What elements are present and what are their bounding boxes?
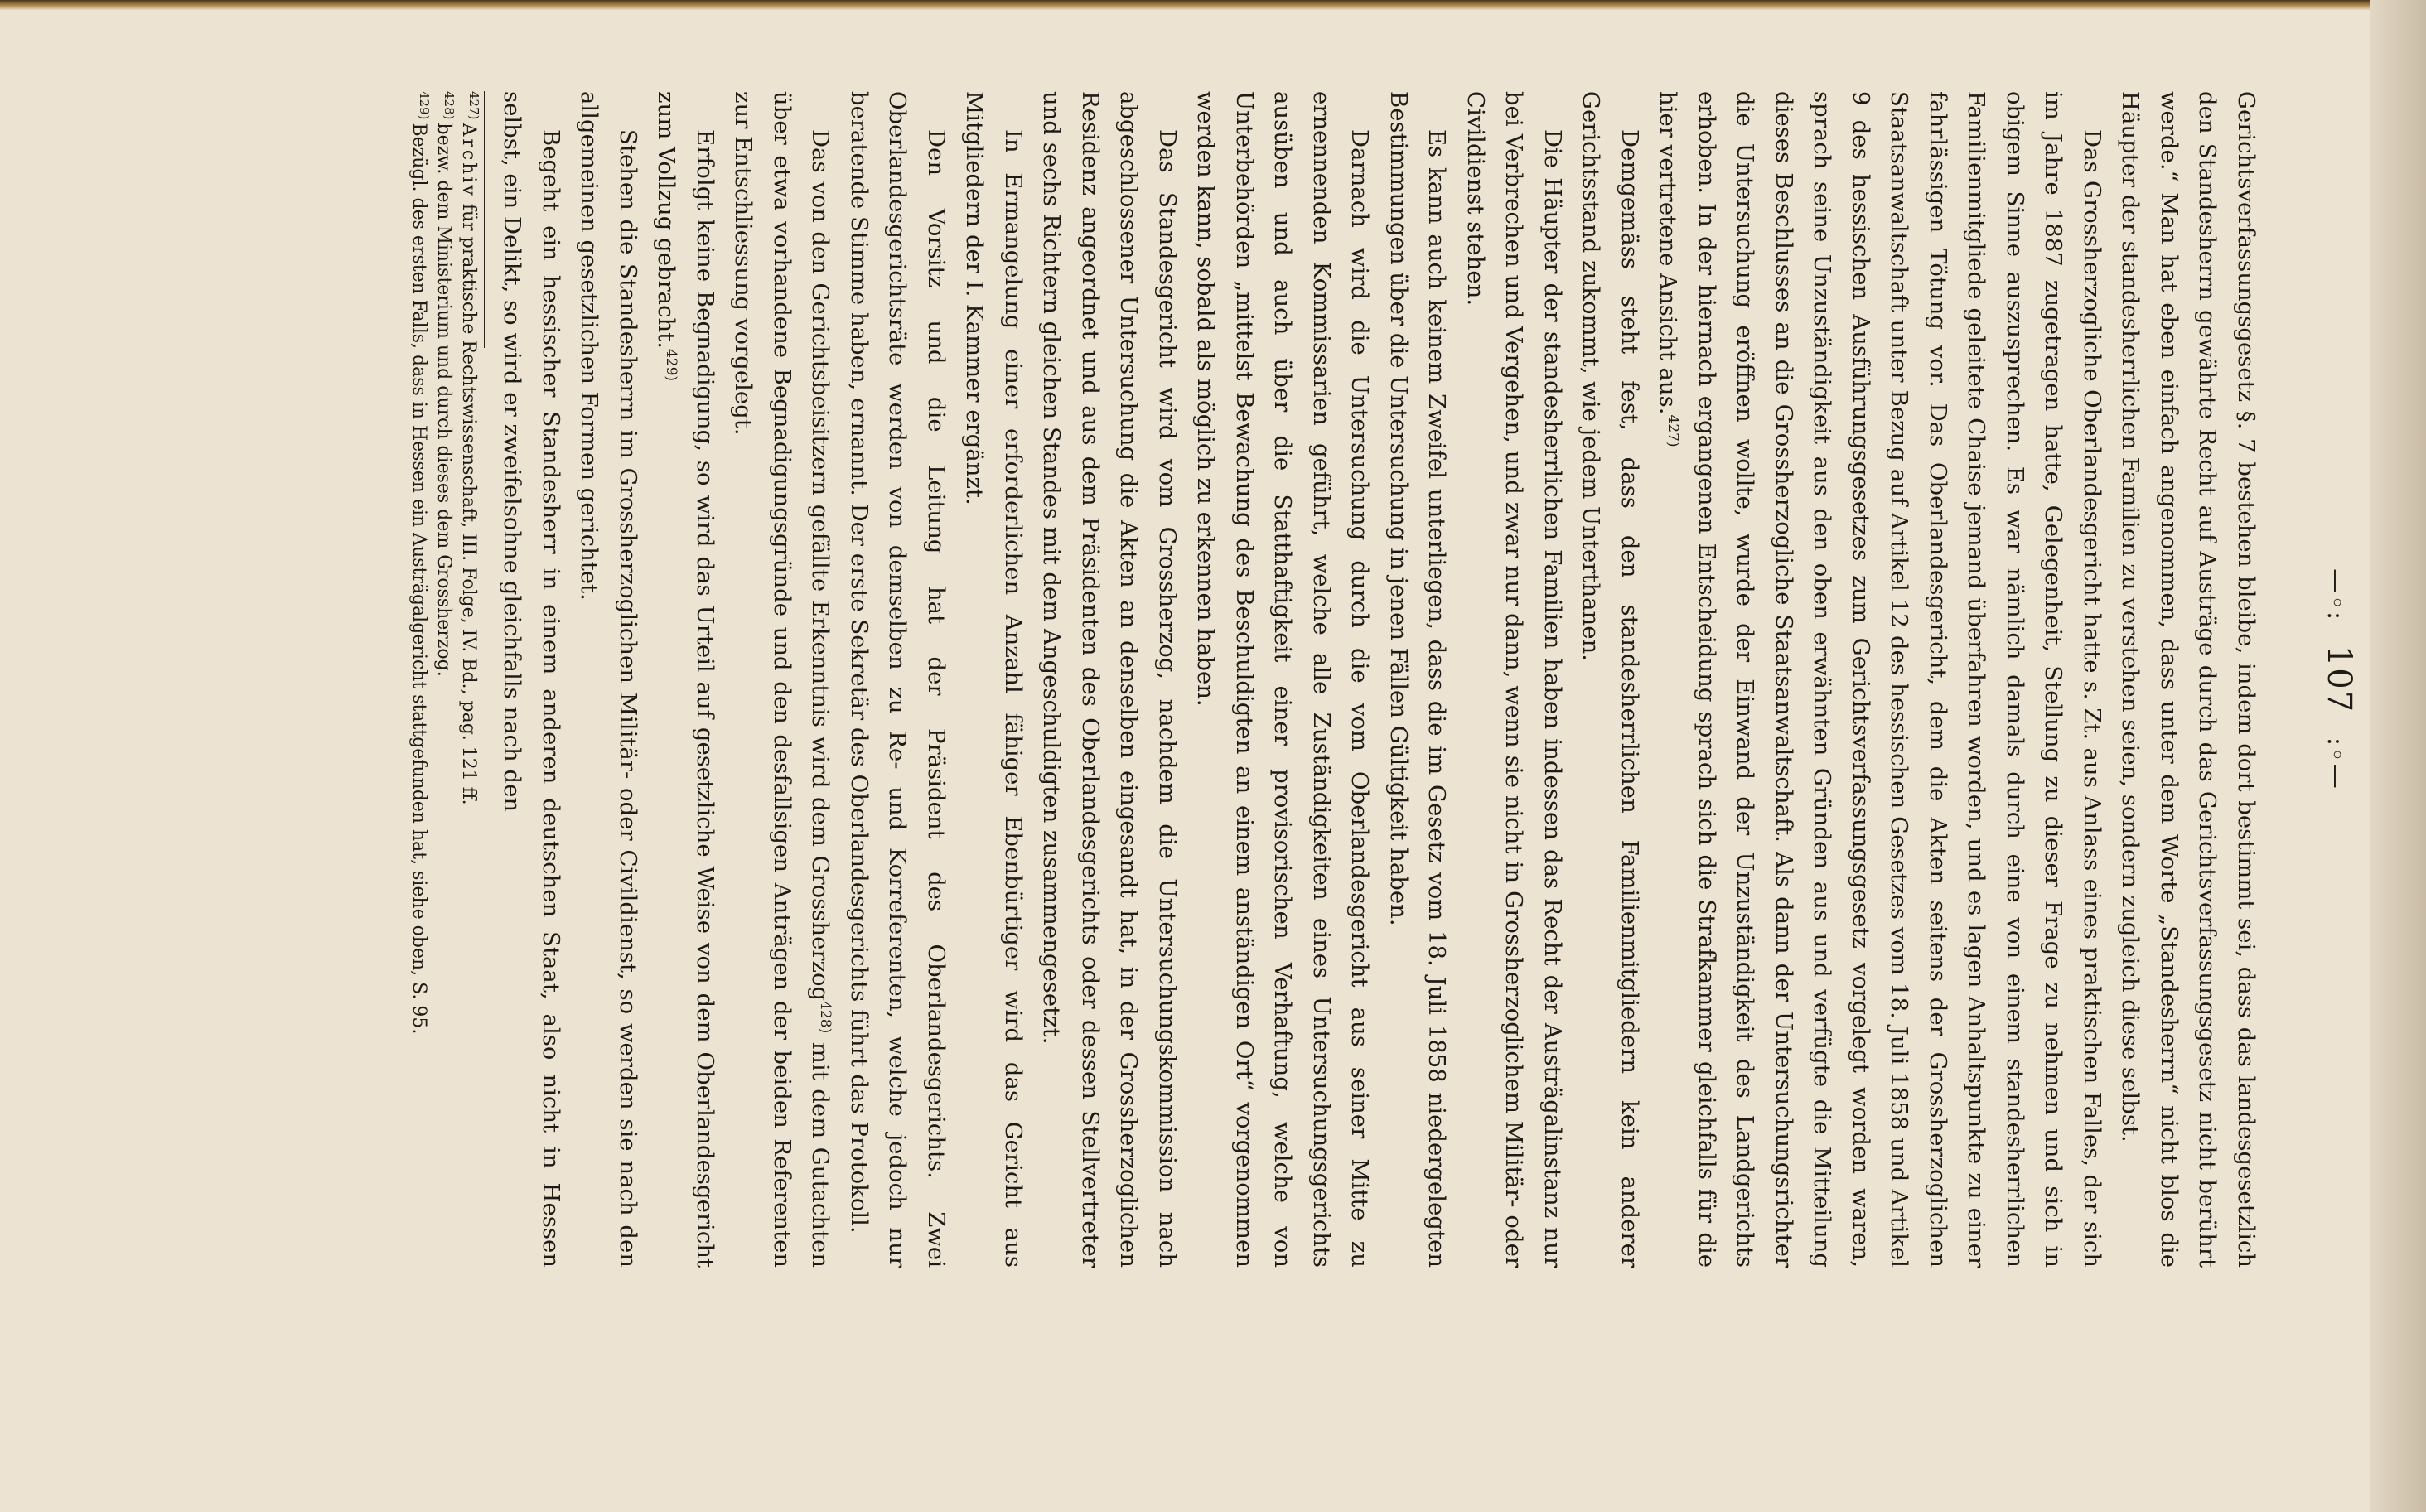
footnote-number: 427) (466, 91, 482, 120)
paragraph-1: Gerichtsverfassungsgesetz §. 7 bestehen bleibe, indem dort bestimmt sei, dass das landesgesetzlich den Standesherrn gewährte Recht auf Austräge durch das Gerichtsverfassungsgesetz nicht berührt werde.“ Man hat eben einfach angenommen, dass unter dem Worte „Standesherrn“ nicht blos die Häupter der standesherrlichen Familien zu verstehen seien, sondern zugleich diese selbst. (2117, 91, 2259, 1268)
paragraph-10-text: Das von den Gerichtsbeisitzern gefällte Erkenntnis wird dem Grossherzog (807, 129, 834, 1002)
footnote-427 (456, 91, 481, 1268)
footnote-number: 429) (417, 91, 433, 120)
footnote-ref-427: 427) (1665, 414, 1682, 447)
footnote-divider (484, 91, 485, 348)
paragraph-11-text: Erfolgt keine Begnadigung, so wird das Urteil auf gesetzliche Weise von dem Oberlandesgericht zum Vollzug gebracht. (653, 91, 718, 1268)
paragraph-9: Den Vorsitz und die Leitung hat der Präsident des Oberlandesgerichts. Zwei Oberlandesgerichtsräte werden von demselben zu Re- und Korreferenten, welche jedoch nur beratende Stimme haben, ernannt. Der erste Sekretär des Oberlandesgerichts führt das Protokoll. (846, 91, 950, 1268)
footnote-text: Bezügl. des ersten Falls, dass in Hessen ein Austrägalgericht stattgefunden hat, siehe oben, S. 95. (408, 123, 429, 1035)
footnote-lead: Archiv (458, 123, 479, 198)
page-header (2311, 91, 2364, 1268)
footnote-ref-429: 429) (663, 348, 680, 382)
paragraph-12: Stehen die Standesherrn im Grossherzoglichen Militär- oder Civildienst, so werden sie nach den allgemeinen gesetzlichen Formen gerichtet. (576, 91, 641, 1268)
paragraph-2 (1649, 91, 2111, 1268)
footnote-428 (431, 91, 456, 1268)
paragraph-6: Darnach wird die Untersuchung durch die vom Oberlandesgericht aus seiner Mitte zu ernennenden Kommissarien geführt, welche alle Zuständigkeiten eines Untersuchungsgerichts ausüben und auch über die Statthaftigkeit einer provisorischen Verhaftung, welche von Unterbehörden „mittelst Bewachung des Beschuldigten an einem anständigen Ort“ vorgenommen werden kann, sobald als möglich zu erkennen haben. (1192, 91, 1374, 1268)
paragraph-13: Begeht ein hessischer Standesherr in einem anderen deutschen Staat, also nicht in Hessen selbst, ein Delikt, so wird er zweifelsohne gleichfalls nach den (499, 91, 564, 1268)
paragraph-2-text: Das Grossherzogliche Oberlandesgericht hatte s. Zt. aus Anlass eines praktischen Falles, der sich im Jahre 1887 zugetragen hatte, Gelegenheit, Stellung zu dieser Frage zu nehmen und sich in obigem Sinne auszusprechen. Es war nämlich damals durch eine von einem standesherrlichen Familienmitgliede geleitete Chaise jemand überfahren worden, und es lagen Anhaltspunkte zu einer fahrlässigen Tötung vor. Das Oberlandesgericht, dem die Akten seitens der Grossherzoglichen Staatsanwaltschaft unter Bezug auf Artikel 12 des hessischen Gesetzes vom 18. Juli 1858 und Artikel 9 des hessischen Ausführungsgesetzes zum Gerichtsverfassungsgesetz vorgelegt worden waren, sprach seine Unzuständigkeit aus den oben erwähnten Gründen aus und verfügte die Mitteilung dieses Beschlusses an die Grossherzogliche Staatsanwaltschaft. Als dann der Untersuchungsrichter die Untersuchung eröffnen wollte, wurde der Einwand der Unzuständigkeit des Landgerichts erhoben. In der hiernach ergangenen Entscheidung sprach sich die Strafkammer gleichfalls für die hier vertretene Ansicht aus. (1655, 91, 2105, 1268)
paragraph-3: Demgemäss steht fest, dass den standesherrlichen Familienmitgliedern kein anderer Gerichtsstand zukommt, wie jedem Unterthanen. (1578, 91, 1643, 1268)
footnote-429 (406, 91, 431, 1268)
paragraph-4: Die Häupter der standesherrlichen Familien haben indessen das Recht der Austrägalinstanz nur bei Verbrechen und Vergehen, und zwar nur dann, wenn sie nicht in Grossherzoglichem Militär- oder Civildienst stehen. (1462, 91, 1566, 1268)
footnote-text: bezw. dem Ministerium und durch dieses dem Grossherzog. (433, 123, 454, 677)
document-page (406, 91, 2364, 1268)
footnote-ref-428: 428) (817, 1001, 834, 1034)
paragraph-10-text-rest: mit dem Gutachten über etwa vorhandene Begnadigungsgründe und den desfallsigen Anträgen der beiden Referenten zur Entschliessung vorgelegt. (730, 91, 834, 1268)
paragraph-11 (647, 91, 724, 1268)
paragraph-5: Es kann auch keinem Zweifel unterliegen, dass die im Gesetz vom 18. Juli 1858 niedergelegten Bestimmungen über die Untersuchung in jenen Fällen Gültigkeit haben. (1385, 91, 1451, 1268)
header-ornament-right: :◦— (2322, 737, 2351, 790)
page-number: 107 (2320, 645, 2358, 714)
footnote-text: für praktische Rechtswissenschaft, III. Folge, IV. Bd., pag. 121 ff. (458, 197, 479, 805)
paragraph-7: Das Standesgericht wird vom Grossherzog, nachdem die Untersuchungskommission nach abgeschlossener Untersuchung die Akten an denselben eingesandt hat, in der Grossherzoglichen Residenz angeordnet und aus dem Präsidenten des Oberlandesgerichts oder dessen Stellvertreter und sechs Richtern gleichen Standes mit dem Angeschuldigten zusammengesetzt. (1038, 91, 1181, 1268)
footnote-number: 428) (442, 91, 457, 120)
paragraph-10 (724, 91, 840, 1268)
paragraph-8: In Ermangelung einer erforderlichen Anzahl fähiger Ebenbürtiger wird das Gericht aus Mitgliedern der I. Kammer ergänzt. (961, 91, 1027, 1268)
header-ornament-left: —◦: (2322, 568, 2351, 622)
